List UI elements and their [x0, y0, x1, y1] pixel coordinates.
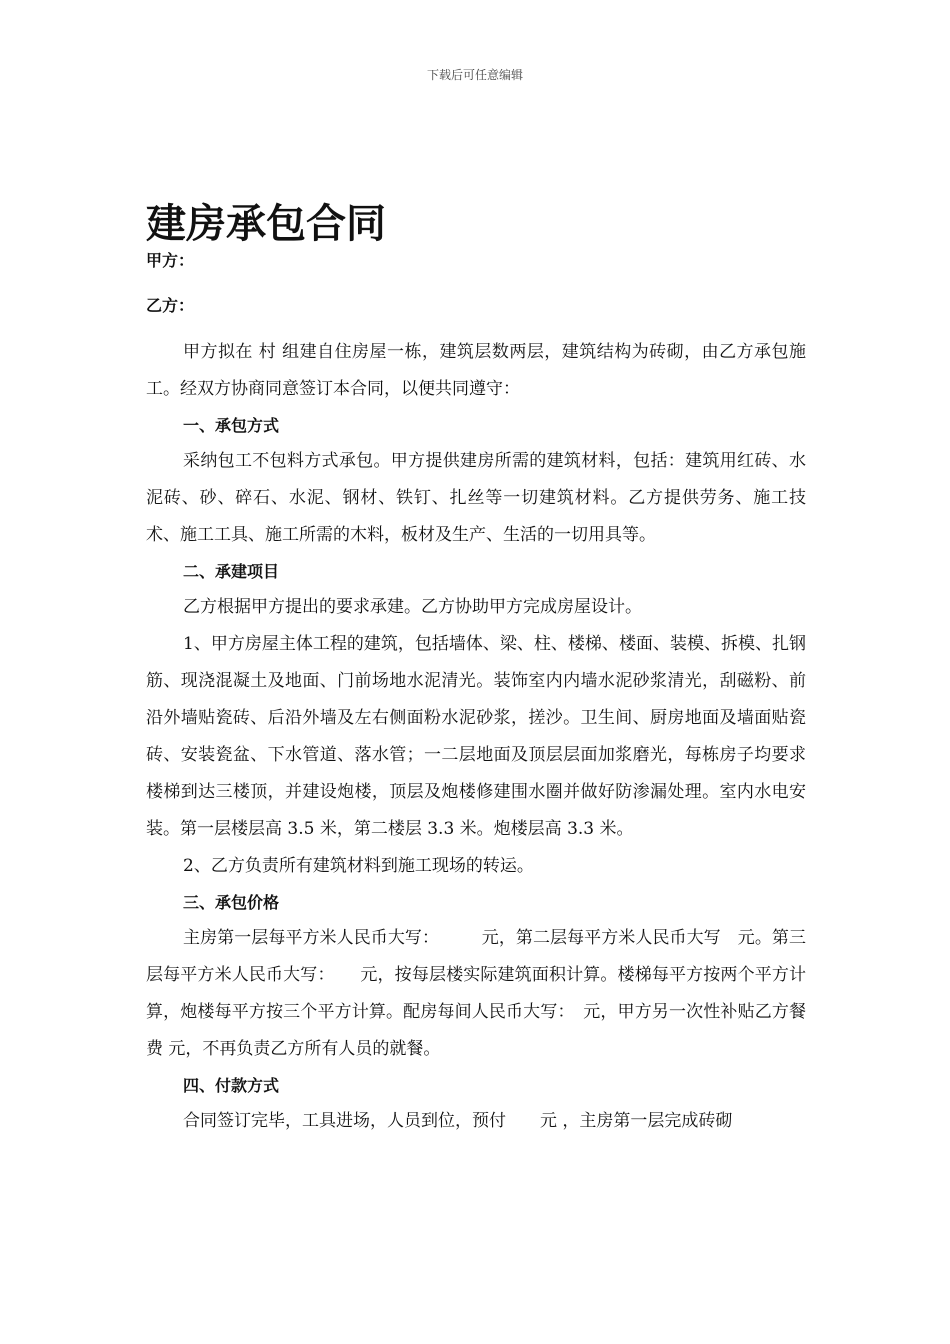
section-paragraph: 主房第一层每平方米人民币大写： 元，第二层每平方米人民币大写 元。第三层每平方米人民币大写： 元，按每层楼实际建筑面积计算。楼梯每平方按两个平方计算，炮楼每平方按三个平方计算。配房每间人民币大写： 元，甲方另一次性补贴乙方餐费 元，不再负责乙方所有人员的就餐。: [146, 928, 806, 1059]
party-a-label: 甲方：: [146, 251, 195, 270]
section-paragraph: 合同签订完毕，工具进场，人员到位，预付 元 ，主房第一层完成砖砌: [183, 1111, 733, 1131]
intro-paragraph: 甲方拟在 村 组建自住房屋一栋，建筑层数两层，建筑结构为砖砌，由乙方承包施工。经双方协商同意签订本合同，以便共同遵守：: [146, 342, 806, 399]
section-contract-price: [146, 885, 806, 1068]
document-title: 建房承包合同: [146, 201, 386, 247]
section-contract-method: [146, 408, 806, 554]
section-paragraph: 采纳包工不包料方式承包。甲方提供建房所需的建筑材料，包括：建筑用红砖、水泥砖、砂、碎石、水泥、钢材、铁钉、扎丝等一切建筑材料。乙方提供劳务、施工技术、施工工具、施工所需的木料，板材及生产、生活的一切用具等。: [146, 451, 806, 545]
section-construction-items: [146, 554, 806, 885]
section-heading: 四、付款方式: [183, 1076, 280, 1095]
section-paragraph: 1、甲方房屋主体工程的建筑，包括墙体、梁、柱、楼梯、楼面、装模、拆模、扎钢筋、现浇混凝土及地面、门前场地水泥清光。装饰室内内墙水泥砂浆清光，刮磁粉、前沿外墙贴瓷砖、后沿外墙及左右侧面粉水泥砂浆，搓沙。卫生间、厨房地面及墙面贴瓷砖、安装瓷盆、下水管道、落水管；一二层地面及顶层层面加浆磨光，每栋房子均要求楼梯到达三楼顶，并建设炮楼，顶层及炮楼修建围水圈并做好防渗漏处理。室内水电安装。第一层楼层高 3.5 米，第二楼层 3.3 米。炮楼层高 3.3 米。: [146, 634, 806, 839]
section-payment-method: [146, 1068, 806, 1140]
header-note: 下载后可任意编辑: [426, 68, 523, 82]
party-b-label: 乙方：: [146, 296, 195, 315]
section-paragraph: 2、乙方负责所有建筑材料到施工现场的转运。: [183, 856, 534, 876]
section-heading: 三、承包价格: [183, 893, 280, 912]
document-body: [146, 196, 806, 1140]
section-heading: 二、承建项目: [183, 562, 280, 581]
section-heading: 一、承包方式: [183, 416, 280, 435]
section-paragraph: 乙方根据甲方提出的要求承建。乙方协助甲方完成房屋设计。: [183, 597, 642, 617]
